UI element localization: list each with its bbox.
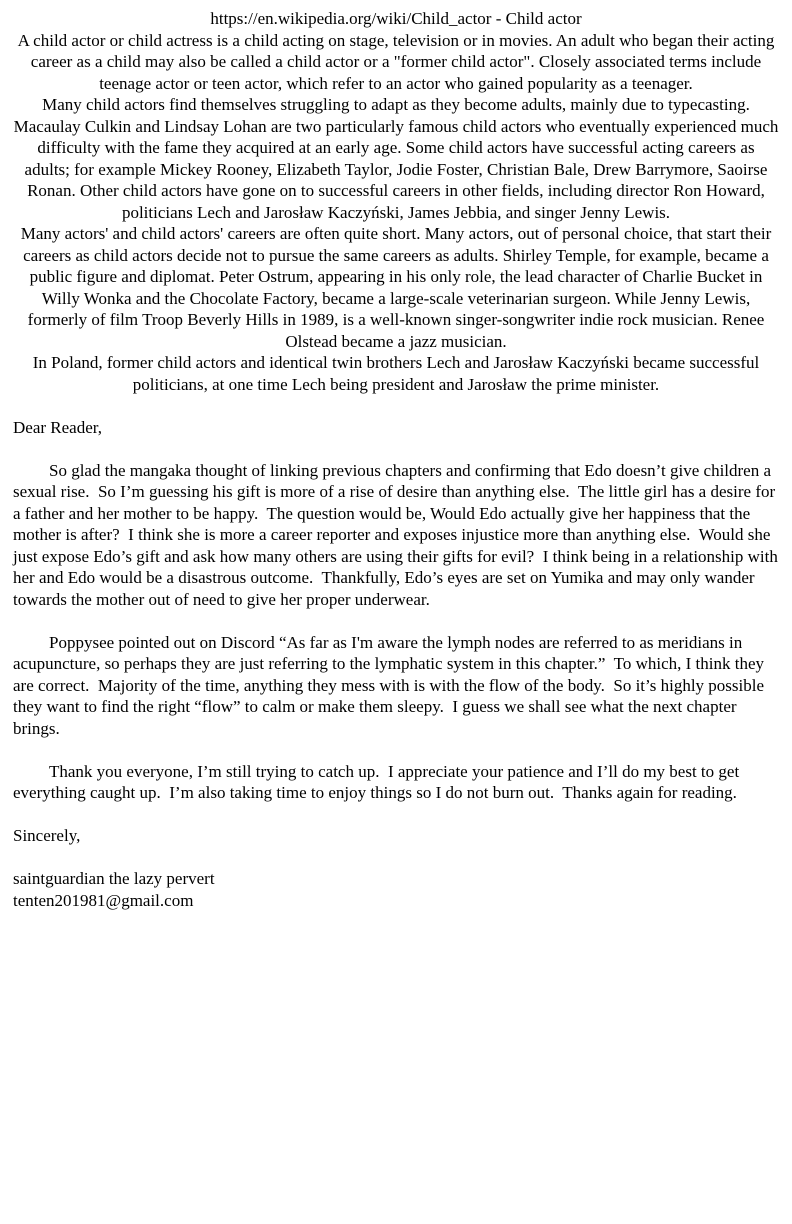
- wiki-paragraph: Many child actors find themselves struggling to adapt as they become adults, mainly due to typecasting. Macaulay Culkin and Lindsay Lohan are two particularly famous child actors who eventually experienced much difficulty with the fame they acquired at an early age. Some child actors have successful acting careers as adults; for example Mickey Rooney, Elizabeth Taylor, Jodie Foster, Christian Bale, Drew Barrymore, Saoirse Ronan. Other child actors have gone on to successful careers in other fields, including director Ron Howard, politicians Lech and Jarosław Kaczyński, James Jebbia, and singer Jenny Lewis.: [13, 95, 779, 222]
- wiki-paragraph: A child actor or child actress is a child acting on stage, television or in movies. An adult who began their acting career as a child may also be called a child actor or a "former child actor". Closely associated terms include teenage actor or teen actor, which refer to an actor who gained popularity as a teenager.: [17, 30, 775, 93]
- wiki-excerpt-section: [13, 8, 779, 395]
- letter-paragraph: Poppysee pointed out on Discord “As far as I'm aware the lymph nodes are referred to as meridians in acupuncture, so perhaps they are just referring to the lymphatic system in this chapter.” To which, I think they are correct. Majority of the time, anything they mess with is with the flow of the body. So it’s highly possible they want to find the right “flow” to calm or make them sleepy. I guess we shall see what the next chapter brings.: [13, 632, 769, 738]
- letter-paragraph: So glad the mangaka thought of linking previous chapters and confirming that Edo doesn’t give children a sexual rise. So I’m guessing his gift is more of a rise of desire than anything else. The little girl has a desire for a father and her mother to be happy. The question would be, Would Edo actually give her happiness that the mother is after? I think she is more a career reporter and exposes injustice more than anything else. Would she just expose Edo’s gift and ask how many others are using their gifts for evil? I think being in a relationship with her and Edo would be a disastrous outcome. Thankfully, Edo’s eyes are set on Yumika and may only wander towards the mother out of need to give her proper underwear.: [13, 460, 783, 609]
- signature-name: saintguardian the lazy pervert: [13, 869, 215, 888]
- letter-paragraph: Thank you everyone, I’m still trying to catch up. I appreciate your patience and I’ll do my best to get everything caught up. I’m also taking time to enjoy things so I do not burn out. Thanks again for reading.: [13, 761, 744, 802]
- letter-section: [13, 417, 783, 912]
- wiki-paragraph: Many actors' and child actors' careers are often quite short. Many actors, out of personal choice, that start their careers as child actors decide not to pursue the same careers as adults. Shirley Temple, for example, became a public figure and diplomat. Peter Ostrum, appearing in his only role, the lead character of Charlie Bucket in Willy Wonka and the Chocolate Factory, became a large-scale veterinarian surgeon. While Jenny Lewis, formerly of film Troop Beverly Hills in 1989, is a well-known singer-songwriter indie rock musician. Renee Olstead became a jazz musician.: [20, 224, 772, 351]
- letter-salutation: Dear Reader,: [13, 417, 102, 437]
- signature-email: tenten201981@gmail.com: [13, 890, 194, 910]
- source-url-line: https://en.wikipedia.org/wiki/Child_actor - Child actor: [210, 9, 582, 28]
- letter-closing: Sincerely,: [13, 826, 81, 845]
- wiki-paragraph: In Poland, former child actors and identical twin brothers Lech and Jarosław Kaczyński became successful politicians, at one time Lech being president and Jarosław the prime minister.: [32, 353, 760, 394]
